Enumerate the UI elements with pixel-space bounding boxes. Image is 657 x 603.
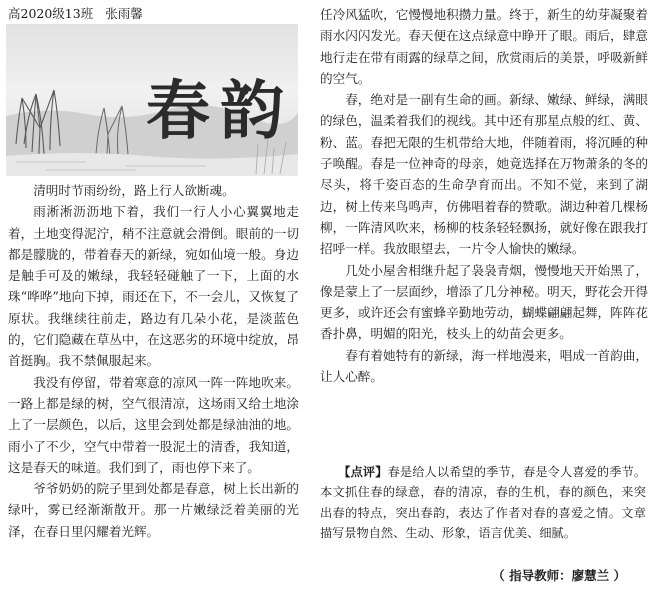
left-column — [6, 0, 302, 603]
paragraph: 爷爷奶奶的院子里到处都是春意，树上长出新的绿叶，雾已经渐渐散开。那一片嫩绿泛着美丽的光泽，在春日里闪耀着光辉。 — [8, 481, 299, 539]
paragraph: 任冷风猛吹，它慢慢地积攒力量。终于，新生的幼芽凝聚着雨水闪闪发光。春天便在这点绿意中睁开了眼。雨后，肆意地行走在带有雨露的绿草之间，欣赏雨后的美景，呼吸新鲜的空气。 — [320, 7, 648, 86]
article-body-left — [8, 180, 299, 542]
editor-comment — [320, 462, 647, 583]
right-column — [320, 0, 650, 603]
byline — [8, 6, 143, 22]
comment-text: 春是给人以希望的季节，春是令人喜爱的季节。本文抓住春的绿意，春的清凉，春的生机，春的颜色，来突出春的特点，突出春韵，表达了作者对春的喜爱之情。文章描写景物自然、生动、形象，语言优美、细腻。 — [320, 465, 647, 541]
paragraph: 我没有停留，带着寒意的凉风一阵一阵地吹来。一路上都是绿的树，空气很清凉，这场雨又给土地涂上了一层颜色，以后，这里会到处都是绿油油的地。雨小了不少，空气中带着一股泥土的清香，我知道，这是春天的味道。我们到了，雨也停下来了。 — [8, 374, 299, 475]
title-banner-image — [6, 24, 298, 176]
advisor-teacher: （ 指导教师：廖慧兰 ） — [492, 568, 626, 583]
comment-label: 【点评】 — [338, 465, 388, 479]
paragraph: 春，绝对是一副有生命的画。新绿、嫩绿、鲜绿，满眼的绿色，温柔着我们的视线。其中还有那星点般的红、黄、粉、蓝。春把无限的生机带给大地，伴随着雨，将沉睡的种子唤醒。春是一位神奇的母亲，她竟选择在万物萧条的冬的尽头，将千姿百态的生命孕育而出。不知不觉，来到了湖边，树上传来鸟鸣声，仿佛唱着春的赞歌。湖边种着几棵杨柳，一阵清风吹来，杨柳的枝条轻轻飘扬，就好像在跟我打招呼一样。我放眼望去，一片令人愉快的嫩绿。 — [320, 92, 648, 257]
paragraph: 春有着她特有的新绿，海一样地漫来，唱成一首韵曲，让人心醉。 — [320, 347, 648, 385]
article-body-right — [320, 4, 648, 387]
byline-class: 高2020级13班 — [8, 6, 94, 21]
article-title: 春韵 — [146, 74, 294, 149]
paragraph: 雨淅淅沥沥地下着，我们一行人小心翼翼地走着，土地变得泥泞，稍不注意就会滑倒。眼前的一切都是朦胧的，带着春天的新绿，宛如仙境一般。身边是触手可及的嫩绿，我轻轻碰触了一下，上面的水珠“哗哗”地向下掉，雨还在下，不一会儿，又恢复了原状。我继续往前走，路边有几朵小花，是淡蓝色的，它们隐藏在草丛中，在这恶劣的环境中绽放，昂首挺胸。我不禁佩服起来。 — [8, 204, 299, 369]
paragraph: 清明时节雨纷纷，路上行人欲断魂。 — [33, 183, 235, 198]
paragraph: 几处小屋舍相继升起了袅袅青烟，慢慢地天开始黑了，像是蒙上了一层面纱，增添了几分神秘。明天，野花会开得更多，或许还会有蜜蜂辛勤地劳动，蝴蝶翩翩起舞，阵阵花香扑鼻，明媚的阳光，枝头上的幼苗会更多。 — [320, 262, 648, 342]
byline-author: 张雨馨 — [105, 6, 143, 21]
